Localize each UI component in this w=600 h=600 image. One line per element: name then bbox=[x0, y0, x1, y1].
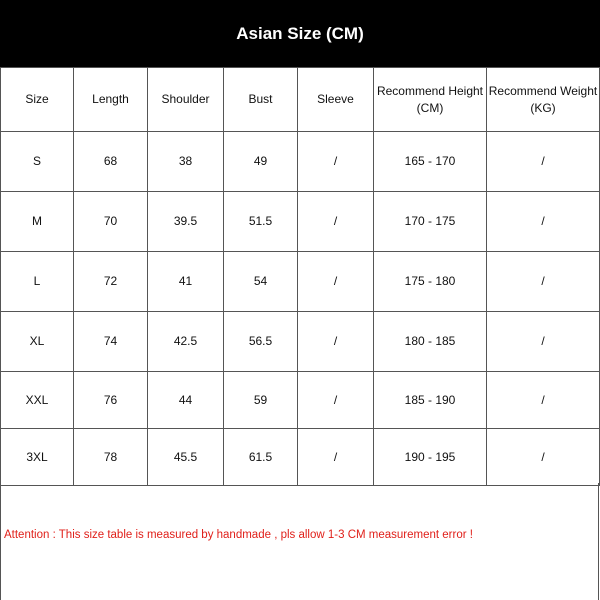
table-cell: / bbox=[487, 192, 600, 252]
table-cell: 41 bbox=[148, 252, 224, 312]
table-cell: / bbox=[487, 372, 600, 429]
table-cell: 170 - 175 bbox=[374, 192, 487, 252]
table-cell: / bbox=[487, 252, 600, 312]
size-chart-title bbox=[0, 0, 600, 67]
table-cell: 78 bbox=[74, 429, 148, 486]
table-row bbox=[1, 372, 600, 429]
table-row bbox=[1, 132, 600, 192]
table-row bbox=[1, 429, 600, 486]
table-header-row bbox=[1, 68, 600, 132]
table-cell: / bbox=[487, 132, 600, 192]
table-cell: 190 - 195 bbox=[374, 429, 487, 486]
column-header: Size bbox=[1, 68, 74, 132]
table-cell: / bbox=[298, 429, 374, 486]
table-cell: 51.5 bbox=[224, 192, 298, 252]
column-header: Shoulder bbox=[148, 68, 224, 132]
table-cell: 56.5 bbox=[224, 312, 298, 372]
table-cell: 180 - 185 bbox=[374, 312, 487, 372]
table-cell: S bbox=[1, 132, 74, 192]
table-cell: 44 bbox=[148, 372, 224, 429]
attention-note: Attention : This size table is measured by handmade , pls allow 1-3 CM measurement error ! bbox=[4, 529, 473, 541]
table-cell: 59 bbox=[224, 372, 298, 429]
note-area bbox=[0, 483, 599, 600]
column-header: Length bbox=[74, 68, 148, 132]
table-cell: / bbox=[487, 312, 600, 372]
table-cell: / bbox=[298, 252, 374, 312]
table-cell: 74 bbox=[74, 312, 148, 372]
table-cell: 72 bbox=[74, 252, 148, 312]
table-cell: 175 - 180 bbox=[374, 252, 487, 312]
table-cell: 165 - 170 bbox=[374, 132, 487, 192]
table-cell: 49 bbox=[224, 132, 298, 192]
table-cell: XL bbox=[1, 312, 74, 372]
table-cell: 54 bbox=[224, 252, 298, 312]
table-cell: 70 bbox=[74, 192, 148, 252]
table-cell: 185 - 190 bbox=[374, 372, 487, 429]
table-cell: / bbox=[298, 372, 374, 429]
table-cell: 3XL bbox=[1, 429, 74, 486]
table-row bbox=[1, 192, 600, 252]
table-cell: L bbox=[1, 252, 74, 312]
table-cell: 68 bbox=[74, 132, 148, 192]
table-cell: 39.5 bbox=[148, 192, 224, 252]
column-header: Recommend Weight (KG) bbox=[487, 68, 600, 132]
size-table bbox=[0, 67, 600, 486]
table-cell: 76 bbox=[74, 372, 148, 429]
table-cell: 61.5 bbox=[224, 429, 298, 486]
table-cell: / bbox=[298, 192, 374, 252]
table-cell: / bbox=[298, 132, 374, 192]
table-cell: M bbox=[1, 192, 74, 252]
table-cell: / bbox=[487, 429, 600, 486]
table-cell: XXL bbox=[1, 372, 74, 429]
table-cell: 42.5 bbox=[148, 312, 224, 372]
column-header: Bust bbox=[224, 68, 298, 132]
title-text: Asian Size (CM) bbox=[236, 23, 364, 43]
table-row bbox=[1, 252, 600, 312]
table-cell: 45.5 bbox=[148, 429, 224, 486]
table-cell: / bbox=[298, 312, 374, 372]
table-row bbox=[1, 312, 600, 372]
table-cell: 38 bbox=[148, 132, 224, 192]
column-header: Recommend Height (CM) bbox=[374, 68, 487, 132]
column-header: Sleeve bbox=[298, 68, 374, 132]
